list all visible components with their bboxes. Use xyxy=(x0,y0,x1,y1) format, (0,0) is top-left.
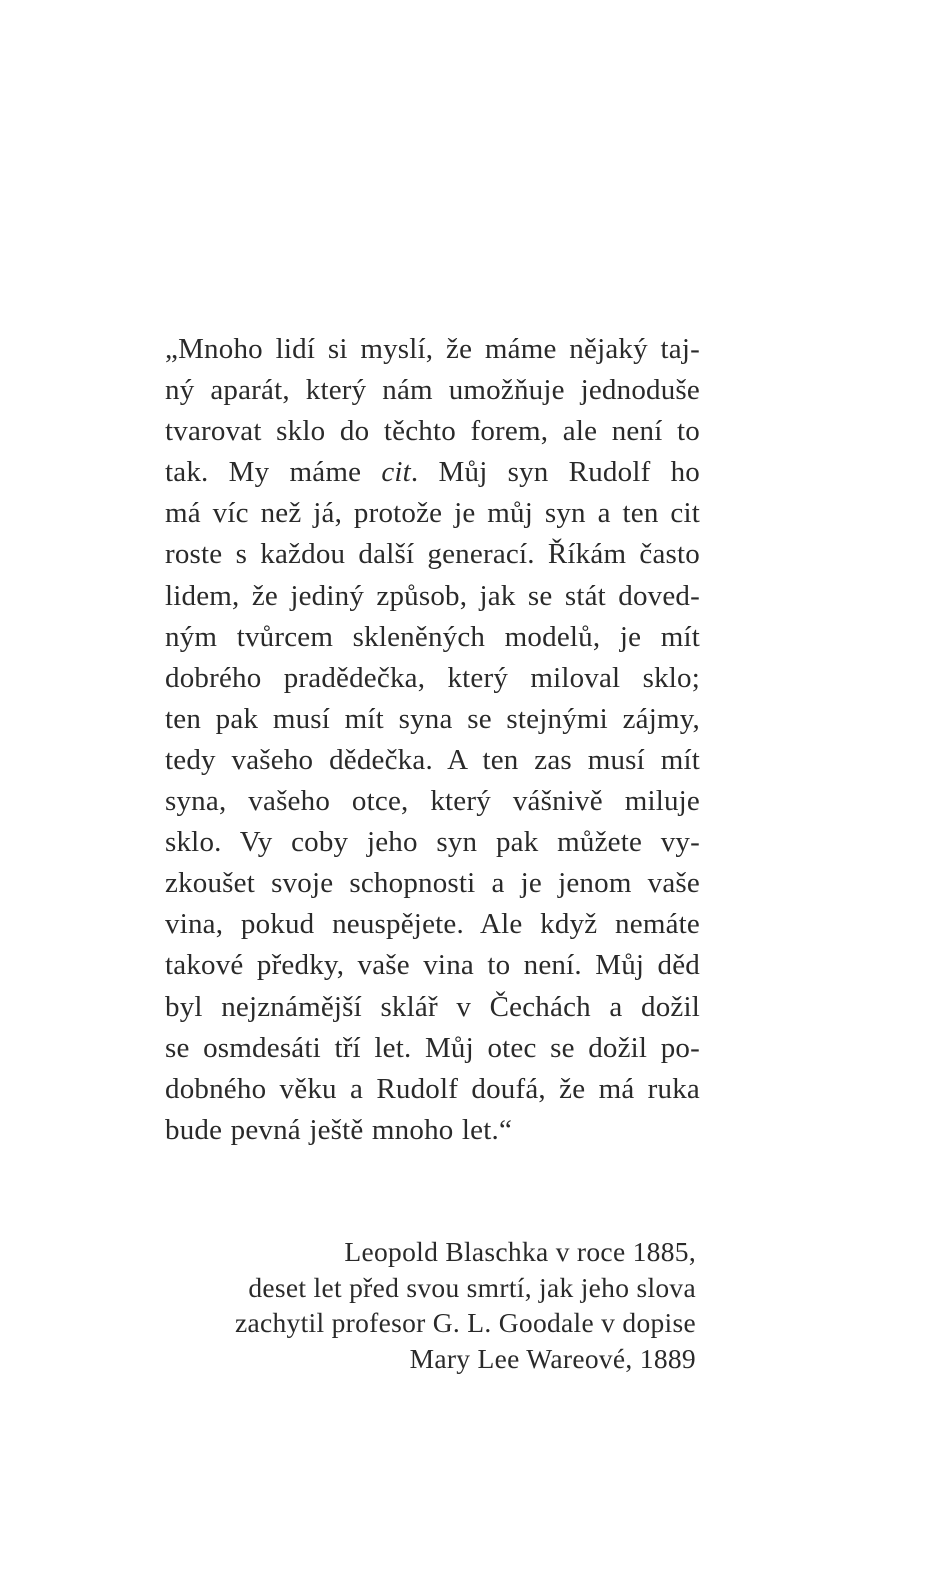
quote-line: takové předky, vaše vina to není. Můj děd xyxy=(165,949,700,982)
quote-line: ný aparát, který nám umožňuje jednoduše xyxy=(165,374,700,407)
quote-line: ným tvůrcem skleněných modelů, je mít xyxy=(165,620,700,653)
quote-line: tedy vašeho dědečka. A ten zas musí mít xyxy=(165,743,700,776)
quote-line-text: tak. My máme xyxy=(165,456,382,489)
quote-line: lidem, že jediný způsob, jak se stát doved- xyxy=(165,579,700,612)
quote-block xyxy=(165,329,700,1151)
quote-line: byl nejznámější sklář v Čechách a dožil xyxy=(165,990,700,1023)
quote-line: má víc než já, protože je můj syn a ten cit xyxy=(165,497,700,530)
quote-line-text: . Můj syn Rudolf ho xyxy=(410,456,700,489)
quote-line: ten pak musí mít syna se stejnými zájmy, xyxy=(165,702,700,735)
quote-line: tvarovat sklo do těchto forem, ale není to xyxy=(165,415,700,448)
attribution-line: Mary Lee Wareové, 1889 xyxy=(409,1342,696,1374)
quote-line: syna, vašeho otce, který vášnivě miluje xyxy=(165,785,700,818)
quote-line: sklo. Vy coby jeho syn pak můžete vy- xyxy=(165,826,700,859)
attribution-line: zachytil profesor G. L. Goodale v dopise xyxy=(234,1307,696,1338)
quote-line: zkoušet svoje schopnosti a je jenom vaše xyxy=(165,867,700,900)
attribution-block xyxy=(176,1234,696,1376)
quote-line xyxy=(165,452,700,493)
quote-line: roste s každou další generací. Říkám často xyxy=(165,538,700,571)
emphasized-word: cit xyxy=(381,456,411,489)
quote-line: bude pevná ještě mnoho let.“ xyxy=(165,1113,513,1146)
quote-line: dobného věku a Rudolf doufá, že má ruka xyxy=(165,1072,700,1105)
attribution-line: deset let před svou smrtí, jak jeho slova xyxy=(248,1271,696,1303)
quote-line: vina, pokud neuspějete. Ale když nemáte xyxy=(165,908,700,941)
quote-line: dobrého pradědečka, který miloval sklo; xyxy=(165,661,700,694)
quote-line: se osmdesáti tří let. Můj otec se dožil po- xyxy=(165,1031,700,1064)
attribution-line: Leopold Blaschka v roce 1885, xyxy=(344,1236,696,1267)
quote-line: „Mnoho lidí si myslí, že máme nějaký taj- xyxy=(165,333,700,365)
